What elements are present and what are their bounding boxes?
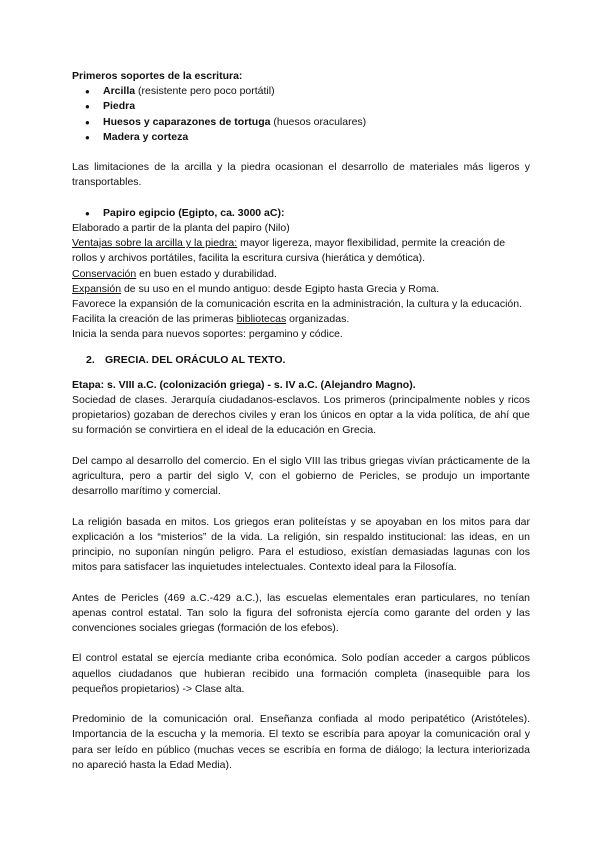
document-page — [72, 69, 530, 773]
papyrus-path: Inicia la senda para nuevos soportes: pergamino y códice. — [72, 328, 343, 341]
papyrus-expansion: Expansión de su uso en el mundo antiguo: desde Egipto hasta Grecia y Roma. — [72, 282, 440, 295]
papyrus-list — [72, 206, 530, 221]
list-item: ● Papiro egipcio (Egipto, ca. 3000 aC): — [72, 206, 530, 221]
limitations-paragraph: Las limitaciones de la arcilla y la piedra ocasionan el desarrollo de materiales más ligeros y transportables. — [72, 161, 530, 189]
bullet-icon: ● — [85, 208, 90, 218]
list-item: ● Huesos y caparazones de tortuga (huesos oraculares) — [72, 115, 530, 130]
stage-heading: Etapa: s. VIII a.C. (colonización griega) - s. IV a.C. (Alejandro Magno). — [72, 378, 416, 391]
bullet-icon: ● — [85, 117, 90, 127]
bullet-icon: ● — [85, 87, 90, 97]
supports-title: Primeros soportes de la escritura: — [72, 70, 243, 82]
paragraph-society: Sociedad de clases. Jerarquía ciudadanos-esclavos. Los primeros (principalmente nobles y ricos propietarios) gozaban de derechos civiles y eran los únicos en optar a la vida política, de ahí que su formación se convirtiera en el ideal de la educación en Grecia. — [72, 394, 530, 437]
section-heading: 2. GRECIA. DEL ORÁCULO AL TEXTO. — [86, 353, 286, 366]
paragraph-state-control: El control estatal se ejercía mediante criba económica. Solo podían acceder a cargos públicos aquellos ciudadanos que hubieran recibido una formación completa (inasequible para los pequeños propietarios) -> Clase alta. — [72, 652, 530, 695]
papyrus-origin: Elaborado a partir de la planta del papiro (Nilo) — [72, 222, 290, 234]
list-item: ● Arcilla (resistente pero poco portátil) — [72, 84, 530, 99]
list-item: ● Piedra — [72, 99, 530, 114]
papyrus-favors: Favorece la expansión de la comunicación escrita en la administración, la cultura y la educación. — [72, 298, 522, 311]
bullet-icon: ● — [85, 102, 90, 112]
bullet-icon: ● — [85, 132, 90, 142]
list-item: ● Madera y corteza — [72, 130, 530, 145]
paragraph-oral-communication: Predominio de la comunicación oral. Enseñanza confiada al modo peripatético (Aristóteles). Importancia de la escucha y la memoria. El texto se escribía para apoyar la comunicación oral y para ser leído en público (muchas veces se escribía en forma de diálogo; la lectura interiorizada no apareció hasta la Edad Media). — [72, 713, 530, 771]
supports-list — [72, 84, 530, 145]
paragraph-religion: La religión basada en mitos. Los griegos eran politeístas y se apoyaban en los mitos para dar explicación a los “misterios” de la vida. La religión, sin respaldo institucional: las ideas, en un principio, no suponían ningún peligro. Para el estudioso, existían demasiadas lagunas con los mitos para satisfacer las inquietudes intelectuales. Contexto ideal para la Filosofía. — [72, 515, 530, 574]
paragraph-commerce: Del campo al desarrollo del comercio. En el siglo VIII las tribus griegas vivían prácticamente de la agricultura, pero a partir del siglo V, con el gobierno de Pericles, se produjo un importante desarrollo marítimo y comercial. — [72, 454, 530, 498]
papyrus-conservation: Conservación en buen estado y durabilidad. — [72, 267, 277, 280]
papyrus-libraries: Facilita la creación de las primeras bibliotecas organizadas. — [72, 313, 350, 326]
papyrus-advantages: Ventajas sobre la arcilla y la piedra: mayor ligereza, mayor flexibilidad, permite la creación de rollos y archivos portátiles, facilita la escritura cursiva (hierática y demótica). — [72, 237, 506, 265]
paragraph-schools: Antes de Pericles (469 a.C.-429 a.C.), las escuelas elementales eran particulares, no tenían apenas control estatal. Tan solo la figura del sofronista ejercía como garante del orden y las convenciones sociales griegas (formación de los efebos). — [72, 591, 530, 635]
